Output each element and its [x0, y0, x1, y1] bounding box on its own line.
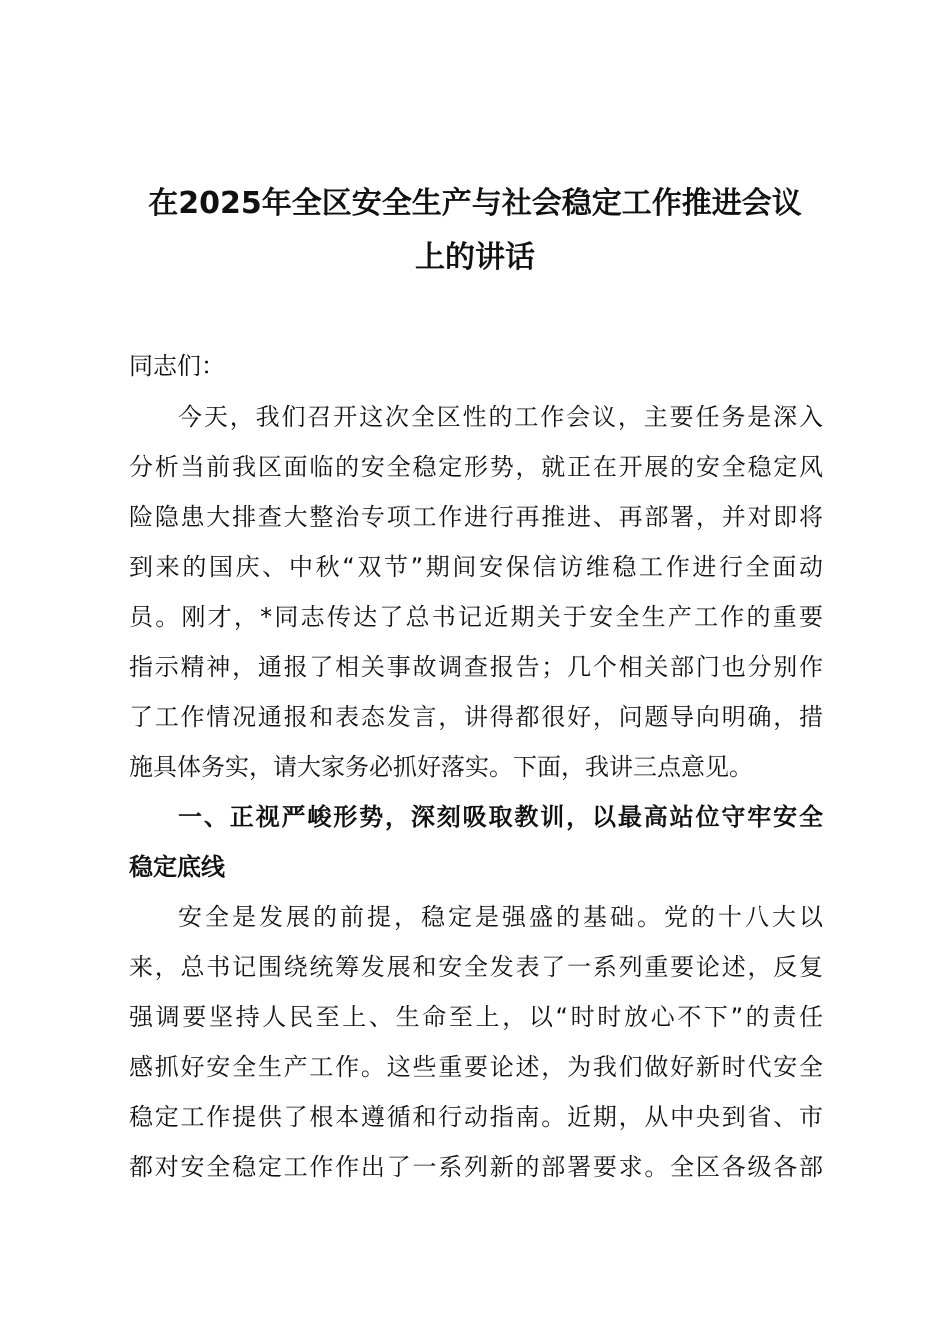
paragraph-1-line: 今天，我们召开这次全区性的工作会议，主要任务是深入: [178, 403, 823, 431]
paragraph-2-line: 来，总书记围绕统筹发展和安全发表了一系列重要论述，反复: [129, 953, 823, 981]
paragraph-2-line: 稳定工作提供了根本遵循和行动指南。近期，从中央到省、市: [129, 1103, 823, 1131]
paragraph-2-line: 感抓好安全生产工作。这些重要论述，为我们做好新时代安全: [129, 1053, 823, 1081]
paragraph-1-line: 指示精神，通报了相关事故调查报告；几个相关部门也分别作: [129, 653, 823, 681]
paragraph-2-line: 强调要坚持人民至上、生命至上，以“时时放心不下”的责任: [129, 1003, 823, 1031]
paragraph-2-line: 都对安全稳定工作作出了一系列新的部署要求。全区各级各部: [129, 1153, 823, 1181]
document-title-line-2: 上的讲话: [415, 240, 535, 275]
salutation: 同志们：: [129, 352, 225, 380]
document-title-line-1: 在2025年全区安全生产与社会稳定工作推进会议: [148, 186, 802, 221]
paragraph-1-line: 分析当前我区面临的安全稳定形势，就正在开展的安全稳定风: [129, 453, 823, 481]
paragraph-1-line: 了工作情况通报和表态发言，讲得都很好，问题导向明确，措: [129, 703, 823, 731]
paragraph-1-line: 险隐患大排查大整治专项工作进行再推进、再部署，并对即将: [129, 503, 823, 531]
paragraph-1-line: 员。刚才，*同志传达了总书记近期关于安全生产工作的重要: [129, 603, 823, 631]
paragraph-2-line: 安全是发展的前提，稳定是强盛的基础。党的十八大以: [178, 903, 823, 931]
section-heading-1-line: 稳定底线: [129, 853, 225, 881]
paragraph-1-line: 施具体务实，请大家务必抓好落实。下面，我讲三点意见。: [129, 753, 753, 781]
paragraph-1-line: 到来的国庆、中秋“双节”期间安保信访维稳工作进行全面动: [129, 553, 823, 581]
section-heading-1-line: 一、正视严峻形势，深刻吸取教训，以最高站位守牢安全: [178, 803, 823, 831]
